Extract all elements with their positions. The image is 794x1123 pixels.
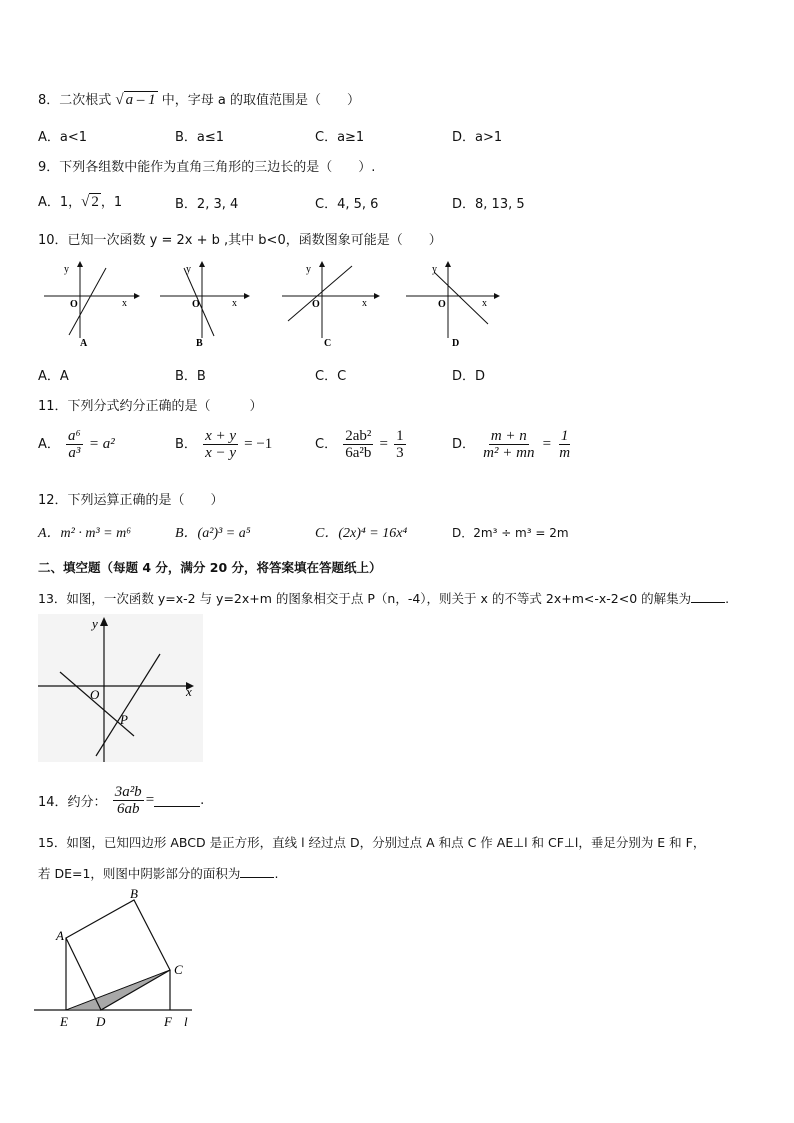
q11-b-denominator: x − y	[205, 445, 236, 461]
x-arrow-icon	[244, 293, 250, 299]
y-arrow-icon	[445, 261, 451, 267]
q13-answer-blank[interactable]	[691, 590, 725, 603]
x-label: x	[186, 684, 192, 699]
q9-option-b: B．2, 3, 4	[175, 197, 239, 212]
q11-a-fraction	[66, 428, 83, 461]
q8-radical: √ a – 1	[115, 92, 156, 108]
q13-figure	[38, 614, 203, 762]
y-label: y	[306, 264, 311, 275]
graph-label-b: B	[196, 338, 203, 349]
graph-line	[434, 272, 488, 324]
q15-line-1: 15．如图，已知四边形 ABCD 是正方形，直线 l 经过点 D，分别过点 A 和点 C 作 AE⊥l 和 CF⊥l，垂足分别为 E 和 F，	[38, 835, 706, 850]
segment-ec	[66, 970, 170, 1010]
q10-graph-d	[406, 261, 500, 349]
q10-option-b: B．B	[175, 369, 206, 384]
q10-option-c: C．C	[315, 369, 347, 384]
q13-stem	[38, 589, 729, 607]
q11-a-denominator: a³	[68, 445, 81, 461]
point-f-label: F	[164, 1014, 172, 1029]
graph-label-a: A	[80, 338, 88, 349]
y-arrow-icon	[199, 261, 205, 267]
x-arrow-icon	[494, 293, 500, 299]
q11-c-rhs-numerator: 1	[396, 428, 404, 444]
q8-radicand: a – 1	[125, 92, 156, 108]
point-d-label: D	[96, 1014, 106, 1029]
y-label: y	[64, 264, 69, 275]
q15-line-2-prefix: 若 DE=1，则图中阴影部分的面积为	[38, 866, 241, 881]
q10-option-a: A．A	[38, 369, 69, 384]
q8-option-b: B．a≤1	[175, 130, 225, 145]
point-p-label: P	[120, 712, 128, 727]
q9-option-c: C．4, 5, 6	[315, 197, 379, 212]
x-arrow-icon	[374, 293, 380, 299]
q11-b-numerator: x + y	[205, 428, 236, 444]
q10-graphs	[36, 258, 536, 350]
origin-label: O	[192, 299, 200, 310]
origin-label: O	[70, 299, 78, 310]
q13-stem-end: .	[725, 591, 730, 606]
y-label: y	[186, 264, 191, 275]
q10-graph-c	[282, 261, 380, 349]
q10-graph-b	[160, 261, 250, 349]
q9-option-a-prefix: A．1，	[38, 195, 82, 210]
q11-d-rhs-denominator: m	[559, 445, 571, 461]
q11-label-d: D．	[452, 437, 476, 452]
point-e-label: E	[60, 1014, 68, 1029]
y-label: y	[92, 616, 98, 631]
y-arrow-icon	[319, 261, 325, 267]
q15-line-2	[38, 864, 278, 882]
q15-answer-blank[interactable]	[240, 865, 274, 878]
q11-a-rhs: = a²	[88, 436, 115, 452]
q11-option-c: C． $\frac{\text{2ab²}}{\text{6a²b}}$ = $\frac{1}{3}$	[315, 428, 404, 461]
q14-fraction	[113, 784, 144, 817]
q9-stem: 9．下列各组数中能作为直角三角形的三边长的是（ ）.	[38, 160, 376, 175]
q10-graph-a	[44, 261, 140, 349]
q9-sqrt: √ 2	[81, 194, 99, 210]
q8-option-a: A．a<1	[38, 130, 88, 145]
point-a-label: A	[56, 928, 64, 943]
q12-option-d: D．2m³ ÷ m³ = 2m	[452, 526, 569, 540]
q14	[38, 784, 204, 817]
section-2-title: 二、填空题（每题 4 分，满分 20 分，将答案填在答题纸上）	[38, 560, 382, 575]
q12-option-c: C．(2x)⁴ = 16x⁴	[315, 526, 408, 541]
q12-stem: 12．下列运算正确的是（ ）	[38, 493, 224, 508]
line-l-label: l	[184, 1014, 188, 1029]
q11-d-denominator: m² + mn	[483, 445, 535, 461]
graph-label-c: C	[324, 338, 332, 349]
q11-a-numerator: a⁶	[68, 428, 81, 444]
q14-prefix: 14．约分：	[38, 795, 107, 810]
q11-c-fraction	[343, 428, 373, 461]
q15-figure	[34, 886, 214, 1032]
q11-d-rhs-fraction	[557, 428, 572, 461]
x-label: x	[482, 298, 487, 309]
q10-stem: 10．已知一次函数 y = 2x + b ,其中 b<0，函数图象可能是（ ）	[38, 233, 442, 248]
graph-line	[288, 266, 352, 321]
q11-label-b: B．	[175, 437, 197, 452]
q14-end: .	[200, 793, 205, 808]
q11-d-rhs-numerator: 1	[560, 428, 569, 444]
origin-label: O	[312, 299, 320, 310]
origin-label: O	[438, 299, 446, 310]
y-label: y	[432, 264, 437, 275]
q15-line-2-end: .	[274, 866, 279, 881]
x-label: x	[122, 298, 127, 309]
q8-option-c: C．a≥1	[315, 130, 365, 145]
q11-label-c: C．	[315, 437, 338, 452]
x-label: x	[362, 298, 367, 309]
q11-stem: 11．下列分式约分正确的是（ ）	[38, 399, 263, 414]
x-arrow-icon	[134, 293, 140, 299]
q8-option-d: D．a>1	[452, 130, 503, 145]
q14-denominator: 6ab	[116, 801, 140, 817]
q11-label-a: A．	[38, 437, 60, 452]
q11-option-b	[175, 428, 272, 461]
q11-c-numerator: 2ab²	[345, 428, 372, 444]
q9-radicand: 2	[91, 194, 99, 210]
point-b-label: B	[130, 886, 138, 901]
q11-d-fraction	[481, 428, 536, 461]
q8-stem-suffix: 中，字母 a 的取值范围是（ ）	[161, 93, 361, 108]
q12-option-b: B．(a²)³ = a⁵	[175, 526, 251, 541]
q9-option-a-suffix: ，1	[100, 195, 123, 210]
q14-equals: =	[145, 792, 155, 808]
q11-option-d: D． $\frac{m + n}{\text{m² + mn}}$ = $\frac{1}{m}$	[452, 428, 571, 461]
graph-label-d: D	[452, 338, 460, 349]
q11-c-rhs-fraction	[394, 428, 406, 461]
q8-stem-prefix: 8．二次根式	[38, 93, 112, 108]
q14-numerator: 3a²b	[114, 784, 142, 800]
q11-b-fraction	[203, 428, 238, 461]
q11-d-numerator: m + n	[490, 428, 527, 444]
q13-stem-text: 13．如图，一次函数 y=x-2 与 y=2x+m 的图象相交于点 P（n，-4），则关于 x 的不等式 2x+m<-x-2<0 的解集为	[38, 591, 692, 606]
q8-stem	[38, 89, 360, 109]
point-c-label: C	[174, 962, 183, 977]
q11-option-a	[38, 428, 115, 461]
q11-c-denominator: 6a²b	[345, 445, 372, 461]
q9-option-d: D．8, 13, 5	[452, 197, 525, 212]
q11-c-rhs-denominator: 3	[396, 445, 404, 461]
q11-b-rhs: = −1	[244, 436, 273, 452]
x-label: x	[232, 298, 237, 309]
q14-answer-blank[interactable]	[154, 794, 200, 807]
origin-label: O	[90, 687, 100, 702]
q9-option-a	[38, 191, 122, 211]
q10-option-d: D．D	[452, 369, 486, 384]
y-arrow-icon	[77, 261, 83, 267]
figure-background	[38, 614, 203, 762]
q12-option-a: A．m² · m³ = m⁶	[38, 526, 132, 541]
